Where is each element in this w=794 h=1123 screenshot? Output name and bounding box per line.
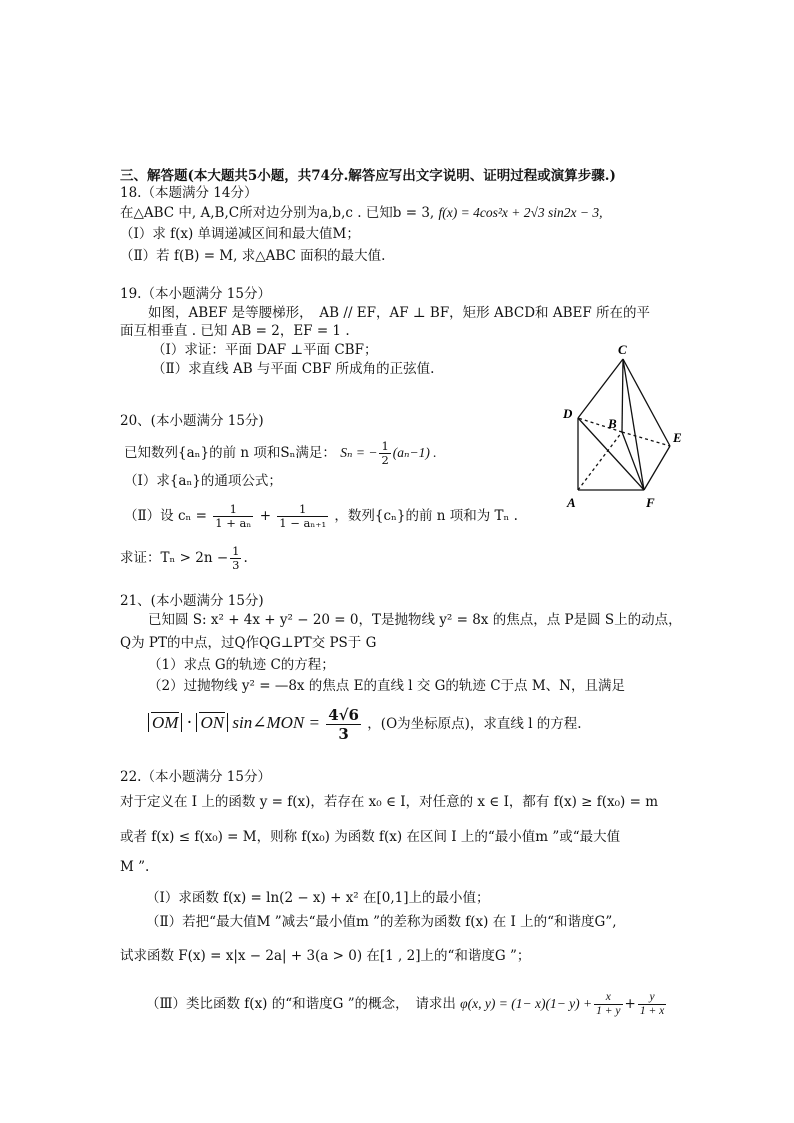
q21-line1: 已知圆 S: x² + 4x + y² − 20 = 0，T是抛物线 y² = 8x 的焦点，点 P是圆 S上的动点， <box>148 612 682 628</box>
q18-line1 <box>120 204 603 222</box>
q22-part3 <box>146 991 668 1018</box>
q20-third-num: 1 <box>232 544 240 558</box>
q18-heading: 18.（本题满分 14分） <box>120 185 258 201</box>
q20-heading: 20、(本小题满分 15分) <box>120 413 264 429</box>
q18-part1: （Ⅰ）求 f(x) 单调递减区间和最大值M； <box>120 226 360 242</box>
q20-part2 <box>124 503 518 530</box>
q22-line2: 或者 f(x) ≤ f(x₀) = M，则称 f(x₀) 为函数 f(x) 在区间 I 上的“最小值m ”或“最大值 <box>120 829 621 845</box>
q21-part2: （2）过抛物线 y² = —8x 的焦点 E的直线 l 交 G的轨迹 C于点 M、N，且满足 <box>148 678 625 694</box>
q22-g1-num: x <box>594 991 622 1005</box>
q21-value-fraction <box>326 706 361 743</box>
q21-equation-tail: ，(O为坐标原点)，求直线 l 的方程. <box>367 716 582 732</box>
pyramid-figure <box>560 340 700 515</box>
q20-half-fraction <box>379 440 390 467</box>
q20-prove-end: . <box>243 550 248 566</box>
q20-prove <box>120 545 248 572</box>
q20-fraction-2 <box>277 503 328 530</box>
q21-vec-on: ON <box>200 713 225 732</box>
q21-equation <box>148 706 582 743</box>
q19-heading: 19.（本小题满分 15分） <box>120 286 271 302</box>
q22-fraction-1 <box>594 991 622 1018</box>
q22-plus: + <box>624 996 636 1012</box>
q21-on-abs <box>196 713 228 732</box>
q19-part2: （Ⅱ）求直线 AB 与平面 CBF 所成角的正弦值. <box>152 361 435 377</box>
q22-line1: 对于定义在 I 上的函数 y = f(x)，若存在 x₀ ∈ I，对任意的 x ∈ I，都有 f(x) ≥ f(x₀) = m <box>120 794 658 810</box>
q20-part1: （Ⅰ）求{aₙ}的通项公式； <box>124 473 282 489</box>
q20-f2-num: 1 <box>277 503 328 517</box>
q21-om-abs <box>148 713 182 732</box>
q20-half-den: 2 <box>381 453 389 467</box>
q22-line3: M ”. <box>120 859 150 875</box>
q21-value-num: 4√6 <box>328 706 359 724</box>
label-A: A <box>567 495 576 510</box>
q20-line1 <box>124 440 437 467</box>
label-C: C <box>618 342 627 357</box>
q21-vec-om: OM <box>152 713 179 732</box>
q21-part1: （1）求点 G的轨迹 C的方程； <box>148 657 335 673</box>
q21-value-den: 3 <box>338 725 349 743</box>
q19-line2: 面互相垂直 . 已知 AB = 2，EF = 1 . <box>120 323 350 339</box>
q21-sin-mon: sin∠MON = <box>232 713 320 732</box>
q21-heading: 21、(本小题满分 15分) <box>120 593 264 609</box>
q21-dot: · <box>186 713 193 733</box>
q21-line2: Q为 PT的中点，过Q作QG⊥PT交 PS于 G <box>120 635 377 651</box>
q19-part1: （Ⅰ）求证：平面 DAF ⊥平面 CBF； <box>152 342 378 358</box>
q20-part2-tail: ，数列{cₙ}的前 n 项和为 Tₙ . <box>334 508 518 524</box>
label-F: F <box>646 495 655 510</box>
q22-line4: 试求函数 F(x) = x|x − 2a| + 3(a > 0) 在[1 , 2]上的“和谐度G ”； <box>120 948 531 964</box>
q20-line1-text: 已知数列{aₙ}的前 n 项和Sₙ满足： <box>124 445 336 461</box>
q19-line1: 如图，ABEF 是等腰梯形， AB // EF，AF ⊥ BF，矩形 ABCD和 ABEF 所在的平 <box>148 305 651 321</box>
q20-third-fraction <box>230 545 241 572</box>
q22-part2: （Ⅱ）若把“最大值M ”减去“最小值m ”的差称为函数 f(x) 在 I 上的“和谐度G”, <box>146 914 617 930</box>
q22-fraction-2 <box>638 991 666 1018</box>
q20-part2-text: （Ⅱ）设 cₙ = <box>124 508 207 524</box>
q20-f2-den: 1 − aₙ₊₁ <box>279 516 327 530</box>
q18-function-def: f(x) = 4cos²x + 2√3 sin2x − 3, <box>438 205 603 220</box>
q20-sn-rhs: (aₙ−1) . <box>392 445 437 460</box>
q20-plus: + <box>259 508 271 524</box>
q20-prove-text: 求证：Tₙ > 2n − <box>120 550 229 566</box>
q22-g2-num: y <box>638 991 666 1005</box>
q20-f1-num: 1 <box>213 503 253 517</box>
label-E: E <box>673 430 682 445</box>
q20-sn-lhs: Sₙ = − <box>340 445 378 460</box>
q22-heading: 22.（本小题满分 15分） <box>120 769 271 785</box>
q22-g1-den: 1 + y <box>596 1005 621 1017</box>
q22-g2-den: 1 + x <box>639 1005 665 1017</box>
q20-f1-den: 1 + aₙ <box>215 516 252 530</box>
q20-fraction-1 <box>213 503 253 530</box>
section-header: 三、解答题(本大题共5小题，共74分.解答应写出文字说明、证明过程或演算步骤.) <box>120 168 616 184</box>
q22-phi-def: φ(x, y) = (1− x)(1− y) + <box>460 996 593 1011</box>
q22-part3-text: （Ⅲ）类比函数 f(x) 的“和谐度G ”的概念， 请求出 <box>146 996 456 1012</box>
q22-part1: （Ⅰ）求函数 f(x) = ln(2 − x) + x² 在[0,1]上的最小值； <box>146 890 490 906</box>
q20-half-num: 1 <box>381 439 389 453</box>
q20-third-den: 3 <box>232 558 240 572</box>
q18-line1-text: 在△ABC 中, A,B,C所对边分别为a,b,c . 已知b = 3, <box>120 205 435 221</box>
label-D: D <box>563 406 573 421</box>
q18-part2: （Ⅱ）若 f(B) = M, 求△ABC 面积的最大值. <box>120 248 386 264</box>
label-B: B <box>608 416 617 431</box>
